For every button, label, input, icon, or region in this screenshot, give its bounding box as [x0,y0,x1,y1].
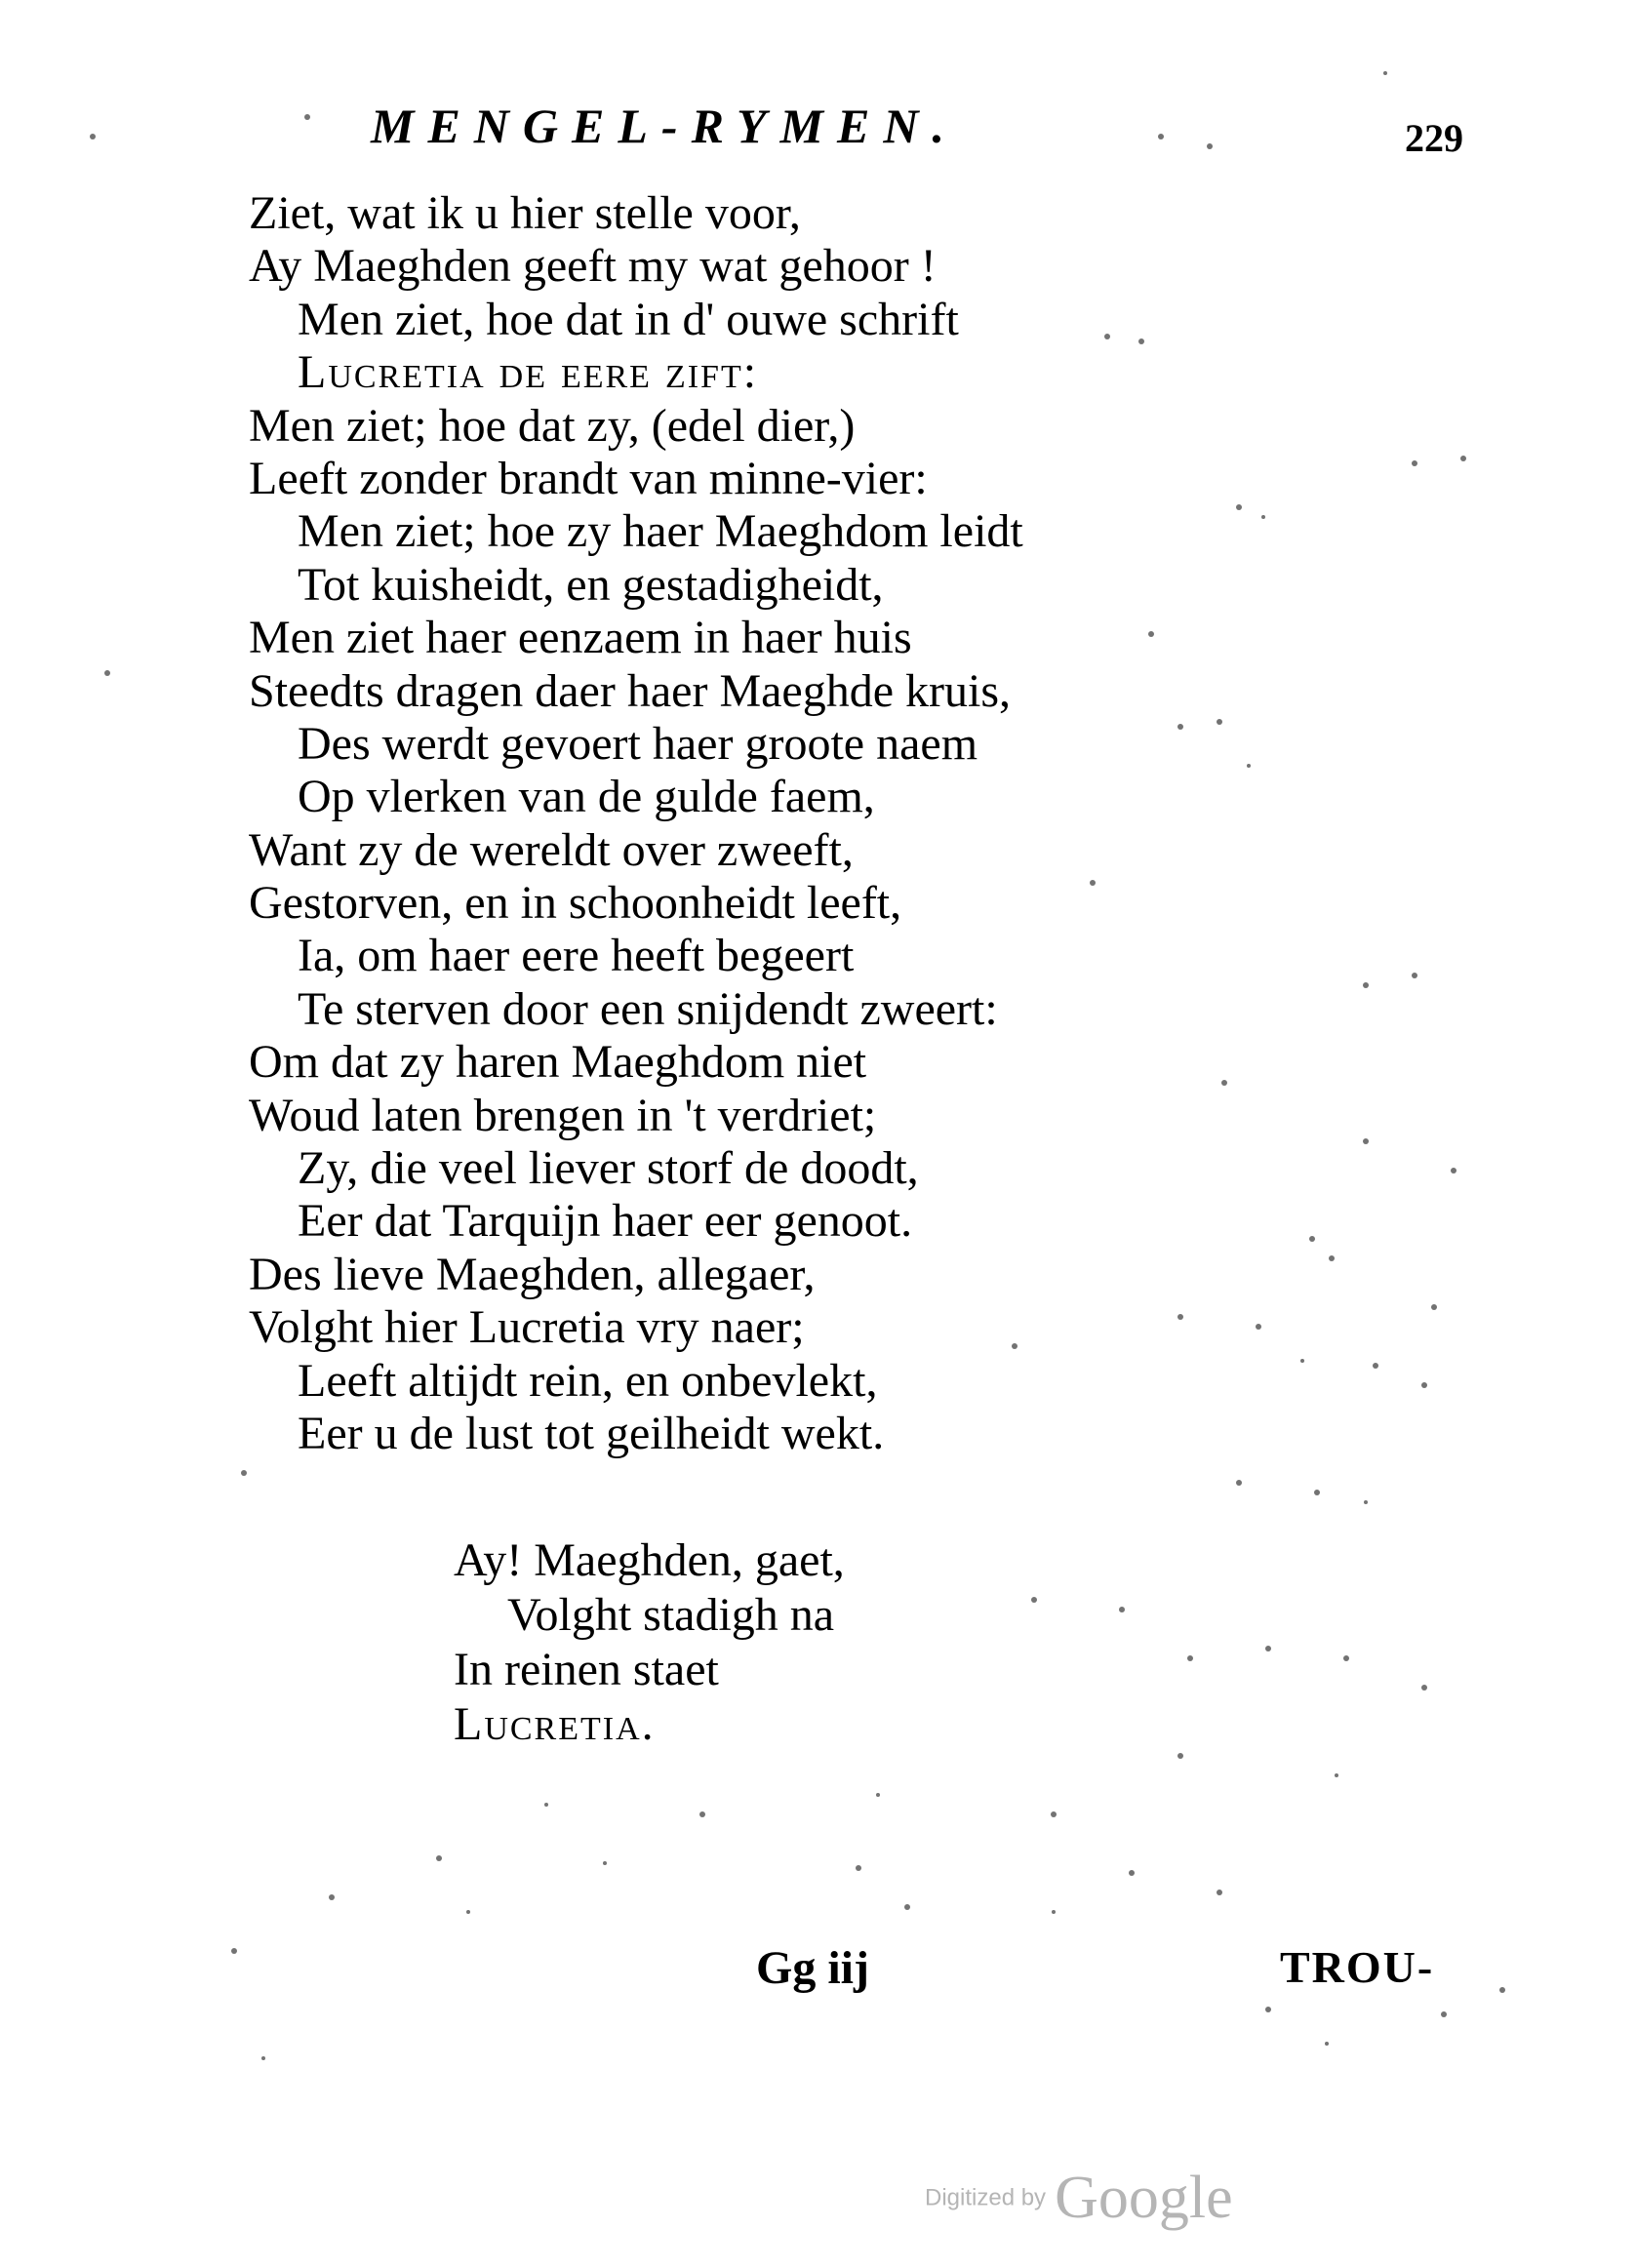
poem-line: Ay Maeghden geeft my wat gehoor ! [249,240,937,293]
poem-line: Lucretia de eere zift: [298,346,759,399]
poem-line: Leeft altijdt rein, en onbevlekt, [298,1354,878,1407]
signature-mark: Gg iij [756,1942,869,1994]
digitized-by-google-watermark [925,2164,1233,2233]
poem-line: Want zy de wereldt over zweeft, [249,823,854,876]
google-logo: Google [1055,2165,1233,2231]
poem-line: Om dat zy haren Maeghdom niet [249,1036,867,1089]
poem-line: Men ziet; hoe zy haer Maeghdom leidt [298,505,1023,558]
poem-line: Des werdt gevoert haer groote naem [298,717,978,770]
poem-line: Woud laten brengen in 't verdriet; [249,1089,877,1141]
poem-line: Op vlerken van de gulde faem, [298,771,875,823]
poem-line: Men ziet, hoe dat in d' ouwe schrift [298,293,959,345]
stanza-line: Ay! Maeghden, gaet, [454,1534,845,1586]
running-title: MENGEL-RYMEN. [371,99,958,153]
poem-line: Tot kuisheidt, en gestadigheidt, [298,558,884,611]
watermark-prefix: Digitized by [925,2184,1047,2211]
poem-line: Men ziet haer eenzaem in haer huis [249,612,912,664]
poem-line: Eer dat Tarquijn haer eer genoot. [298,1195,913,1248]
poem-line: Zy, die veel liever storf de doodt, [298,1142,919,1195]
stanza-line: Volght stadigh na [507,1589,835,1641]
page-number: 229 [1405,116,1463,160]
poem-line: Eer u de lust tot geilheidt wekt. [298,1407,885,1459]
poem-line: Des lieve Maeghden, allegaer, [249,1248,816,1300]
poem-line: Te sterven door een snijdendt zweert: [298,982,998,1035]
poem-line: Ia, om haer eere heeft begeert [298,930,855,982]
poem-line: Steedts dragen daer haer Maeghde kruis, [249,664,1012,717]
stanza-line: In reinen staet [454,1644,719,1695]
poem-line: Ziet, wat ik u hier stelle voor, [249,187,801,239]
stanza-line: Lucretia. [454,1698,656,1750]
catchword: TROU- [1280,1942,1435,1992]
poem-line: Men ziet; hoe dat zy, (edel dier,) [249,399,856,452]
poem-line: Gestorven, en in schoonheidt leeft, [249,877,902,930]
poem-line: Volght hier Lucretia vry naer; [249,1301,805,1354]
poem-line: Leeft zonder brandt van minne-vier: [249,452,928,504]
